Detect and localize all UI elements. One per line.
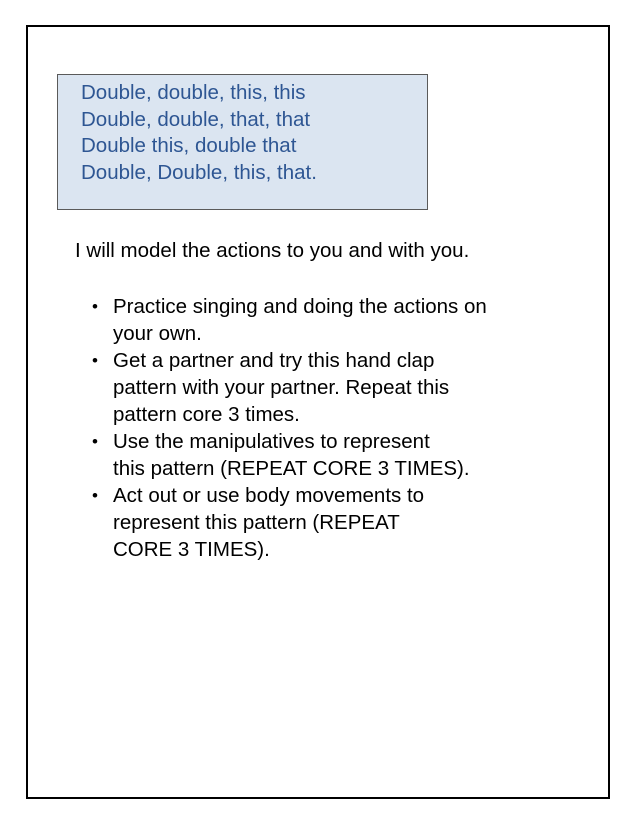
chant-text-box bbox=[57, 74, 428, 210]
task-list bbox=[0, 293, 638, 563]
task-text-line: Use the manipulatives to represent bbox=[113, 430, 430, 453]
chant-line: Double, double, this, this bbox=[81, 81, 306, 104]
bullet-icon: • bbox=[92, 486, 98, 505]
bullet-icon: • bbox=[92, 432, 98, 451]
chant-line: Double this, double that bbox=[81, 134, 297, 157]
task-text-line: this pattern (REPEAT CORE 3 TIMES). bbox=[113, 457, 470, 480]
task-text-line: represent this pattern (REPEAT bbox=[113, 511, 400, 534]
task-text-line: pattern with your partner. Repeat this bbox=[113, 376, 450, 399]
bullet-icon: • bbox=[92, 351, 98, 370]
bullet-icon: • bbox=[92, 297, 98, 316]
task-text-line: Act out or use body movements to bbox=[113, 484, 425, 507]
task-text-line: Practice singing and doing the actions on bbox=[113, 295, 487, 318]
list-item bbox=[0, 347, 638, 428]
list-item bbox=[0, 428, 638, 482]
task-text-line: CORE 3 TIMES). bbox=[113, 538, 270, 561]
list-item bbox=[0, 482, 638, 563]
task-text-line: your own. bbox=[113, 322, 202, 345]
intro-text: I will model the actions to you and with you. bbox=[75, 239, 470, 262]
chant-line: Double, Double, this, that. bbox=[81, 160, 317, 184]
task-text-line: pattern core 3 times. bbox=[113, 403, 300, 426]
task-text-line: Get a partner and try this hand clap bbox=[113, 349, 435, 372]
list-item bbox=[0, 293, 638, 347]
chant-line: Double, double, that, that bbox=[81, 107, 311, 131]
